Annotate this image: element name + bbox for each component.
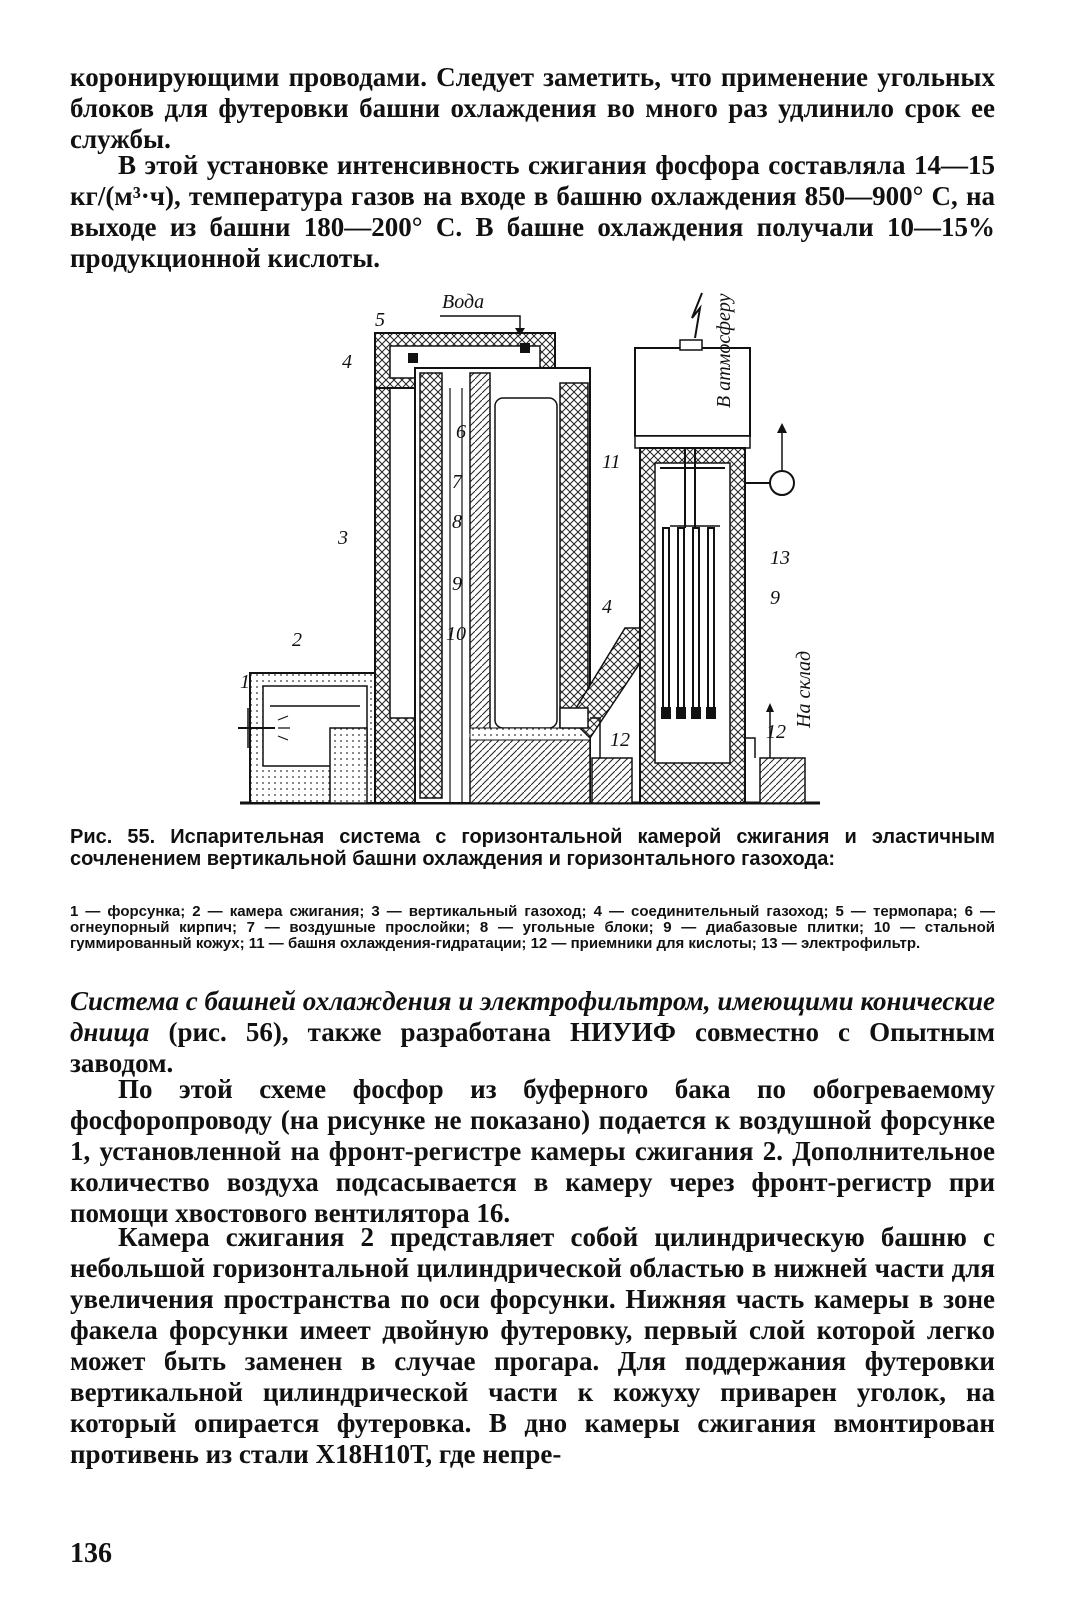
paragraph-combustion-chamber: Камера сжигания 2 представляет собой цилиндрическую башню с небольшой горизонтальной цилиндрической областью в нижней части для увеличения пространства по оси форсунки. Нижняя часть камеры в зоне факела форсунки имеет двойную футеровку, первый слой которой легко может быть заменен в случае прогара. Для поддержания футеровки вертикальной цилиндрической части к кожуху приварен уголок, на который опирается футеровка. В дно камеры сжигания вмонтирован противень из стали Х18Н10Т, где непре-	[70, 1222, 995, 1469]
caption-title: Рис. 55. Испарительная система с горизонтальной камерой сжигания и эластичным сочленением вертикальной башни охлаждения и горизонтального газохода:	[70, 826, 995, 870]
paragraph-scheme: По этой схеме фосфор из буферного бака по обогреваемому фосфоропроводу (на рисунке не показано) подается к воздушной форсунке 1, установленной на фронт-регистре камеры сжигания 2. Дополнительное количество воздуха подсасывается в камеру через фронт-регистр при помощи хвостового вентилятора 16.	[70, 1074, 995, 1228]
figure-legend: 1 — форсунка; 2 — камера сжигания; 3 — вертикальный газоход; 4 — соединительный газоход; 5 — термопара; 6 — огнеупорный кирпич; 7 — воздушные прослойки; 8 — угольные блоки; 9 — диабазовые плитки; 10 — стальной гуммированный кожух; 11 — башня охлаждения-гидратации; 12 — приемники для кислоты; 13 — электрофильтр.	[70, 903, 995, 952]
label-2: 2	[292, 629, 302, 651]
label-3: 3	[338, 527, 348, 549]
label-warehouse: На склад	[793, 650, 815, 728]
label-13: 13	[770, 547, 790, 569]
label-9b: 9	[770, 587, 780, 609]
italic-heading: Система с башней охлаждения и электрофильтром, имеющими конические днища	[70, 986, 995, 1047]
label-atmosphere: В атмосферу	[713, 293, 735, 408]
label-water: Вода	[442, 291, 485, 313]
page-number: 136	[70, 1538, 112, 1569]
paragraph-burning-intensity: В этой установке интенсивность сжигания фосфора составляла 14—15 кг/(м³·ч), температура газов на входе в башню охлаждения 850—900° С, на выходе из башни 180—200° С. В башне охлаждения получали 10—15% продукционной кислоты.	[70, 150, 995, 273]
cooling-tower	[415, 368, 590, 803]
paragraph-continuation: коронирующими проводами. Следует заметить, что применение угольных блоков для футеровки башни охлаждения во много раз удлинило срок ее службы.	[70, 62, 995, 154]
label-12: 12	[610, 729, 630, 751]
label-9: 9	[452, 573, 462, 595]
figure-55-diagram	[230, 288, 830, 823]
combustion-chamber	[250, 673, 380, 803]
label-6: 6	[456, 421, 466, 443]
label-8: 8	[452, 511, 462, 533]
label-1: 1	[240, 671, 250, 693]
label-11: 11	[602, 451, 621, 473]
label-10: 10	[446, 623, 466, 645]
label-4: 4	[342, 351, 352, 373]
label-5: 5	[375, 309, 385, 331]
label-7: 7	[452, 471, 462, 493]
label-12b: 12	[766, 721, 786, 743]
paragraph-system-intro-rest: (рис. 56), также разработана НИУИФ совместно с Опытным заводом.	[70, 1017, 995, 1078]
paragraph-system-intro	[70, 986, 995, 1079]
figure-caption	[70, 826, 995, 870]
label-4b: 4	[602, 596, 612, 618]
